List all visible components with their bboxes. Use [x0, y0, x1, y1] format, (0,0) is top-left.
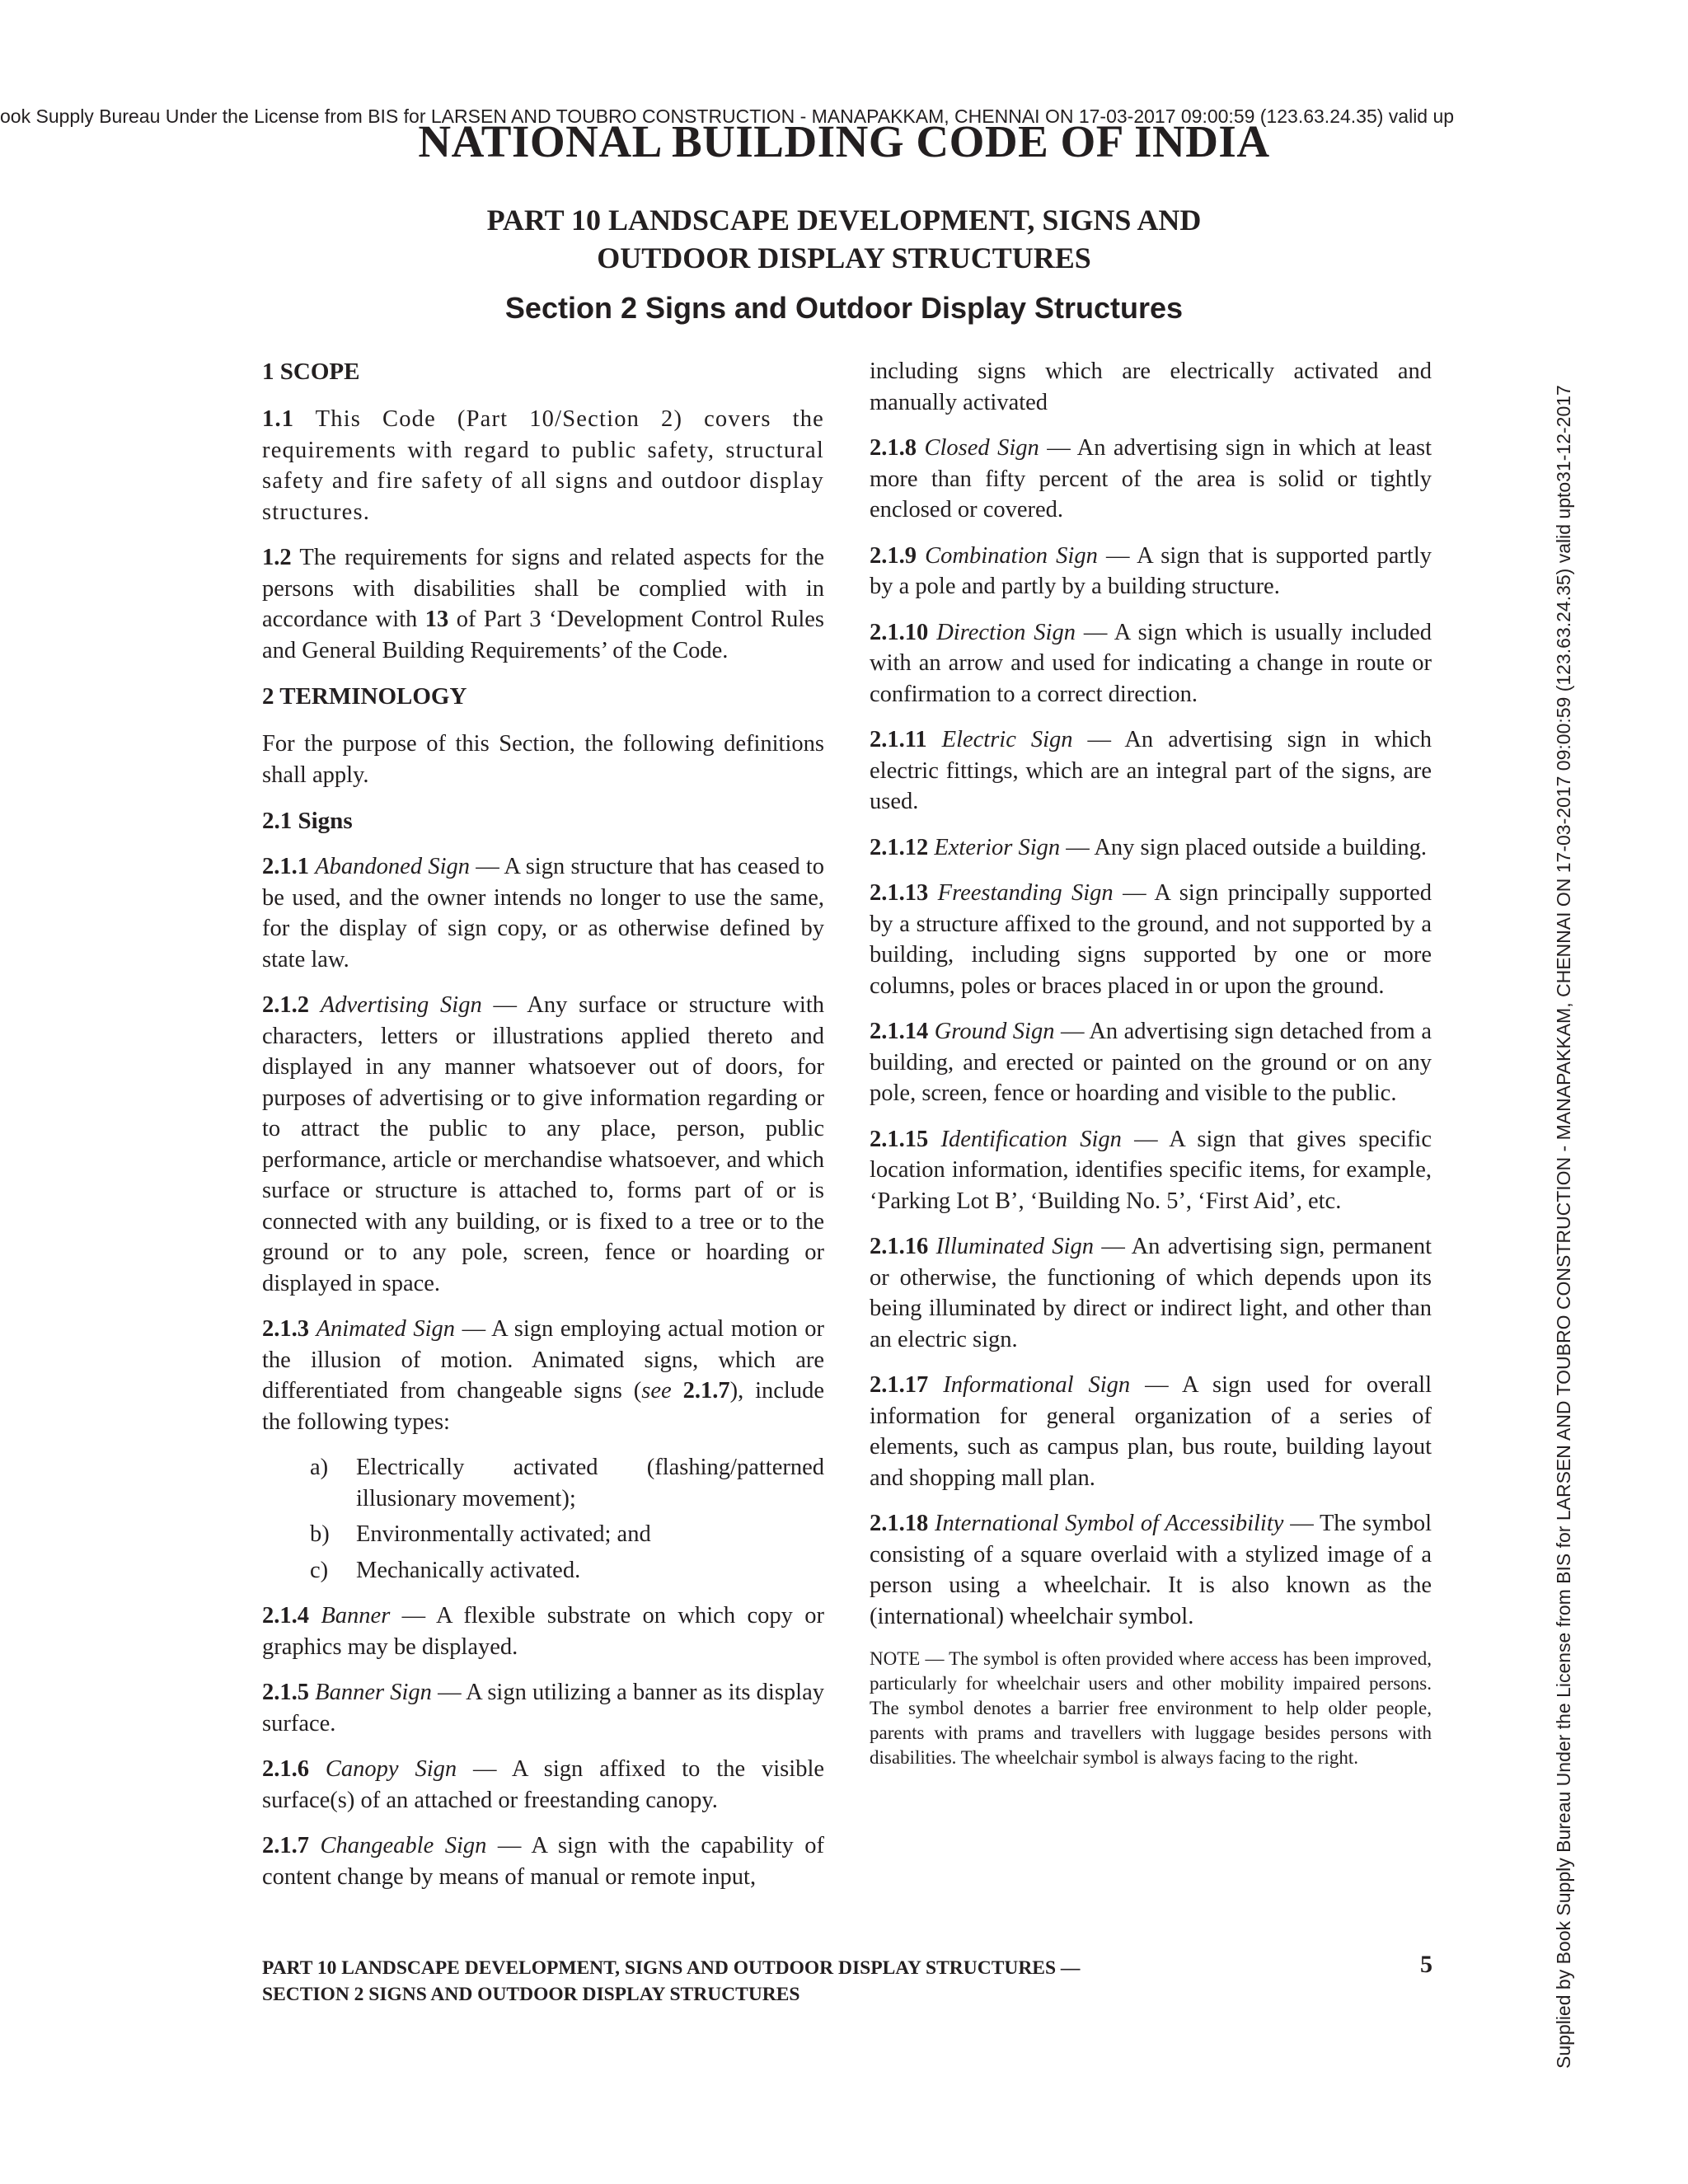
definition-2-1-6 [262, 1754, 824, 1816]
clause-text: The requirements for signs and related aspects for the persons with disabilities shall be complied with in accordance with [262, 545, 824, 632]
clause-number: 2.1.18 [870, 1511, 929, 1536]
definition-text: — An advertising sign detached from a building, and erected or painted on the ground or on any pole, screen, fence or hoarding and visible to the public. [870, 1019, 1432, 1106]
definition-text: — A sign affixed to the visible surface(s) of an attached or freestanding canopy. [262, 1756, 825, 1813]
clause-number: 2.1.13 [870, 880, 929, 906]
definition-2-1-1 [262, 851, 824, 975]
clause-1-2 [262, 542, 824, 666]
definition-2-1-13 [870, 878, 1432, 1001]
definition-text: — A sign that gives specific location information, identifies specific items, for example, ‘Parking Lot B’, ‘Building No. 5’, ‘First Aid’, etc. [870, 1126, 1432, 1214]
defined-term: Abandoned Sign [315, 854, 470, 879]
clause-number: 2.1.15 [870, 1126, 929, 1152]
defined-term: International Symbol of Accessibility [935, 1511, 1284, 1536]
list-item [262, 1519, 824, 1550]
defined-term: Banner Sign [315, 1680, 432, 1705]
defined-term: Advertising Sign [320, 992, 482, 1018]
definition-2-1-16 [870, 1231, 1432, 1355]
defined-term: Electric Sign [941, 727, 1073, 752]
definition-2-1-9 [870, 541, 1432, 602]
definition-2-1-10 [870, 617, 1432, 710]
definition-text: — An advertising sign in which at least more than fifty percent of the area is solid or tightly enclosed or covered. [870, 435, 1432, 523]
defined-term: Exterior Sign [934, 834, 1061, 860]
list-marker: c) [310, 1557, 329, 1583]
clause-number: 2.1.7 [262, 1833, 309, 1858]
definition-2-1-7-continued: including signs which are electrically activated and manually activated [870, 359, 1432, 415]
list-item [262, 1555, 824, 1586]
definition-text: — A sign that is supported partly by a pole and partly by a building structure. [870, 542, 1432, 599]
running-footer [262, 1955, 1432, 2008]
clause-number: 2.1.6 [262, 1756, 309, 1782]
definition-text: — A sign employing actual motion or the illusion of motion. Animated signs, which are differentiated from changeable signs ( [262, 1316, 824, 1404]
clause-number: 2.1.17 [870, 1372, 929, 1398]
clause-reference: 2.1.7 [682, 1378, 730, 1404]
definition-2-1-8 [870, 433, 1432, 526]
definition-text: — A flexible substrate on which copy or graphics may be displayed. [262, 1603, 824, 1660]
part-title-line-1: PART 10 LANDSCAPE DEVELOPMENT, SIGNS AND [486, 204, 1202, 237]
clause-1-1 [262, 404, 824, 527]
definition-text: ), include the following types: [262, 1378, 825, 1435]
defined-term: Informational Sign [943, 1372, 1131, 1398]
defined-term: Animated Sign [316, 1316, 456, 1342]
right-column [870, 356, 1432, 1785]
list-marker: b) [310, 1521, 330, 1547]
clause-text: of Part 3 ‘Development Control Rules and General Building Requirements’ of the Code. [262, 607, 824, 663]
definition-text: — A sign which is usually included with an arrow and used for indicating a change in route or confirmation to a correct direction. [870, 619, 1432, 707]
defined-term: Banner [321, 1603, 391, 1629]
definition-2-1-18 [870, 1508, 1432, 1632]
definition-text: — Any surface or structure with characters, letters or illustrations applied thereto and displayed in any manner whatsoever out of doors, for purposes of advertising or to give information regarding or to attract the public to any place, person, public performance, article or merchandise whatsoever, and which surface or structure is attached to, forms part of or is connected with any building, or is fixed to a tree or to the ground or to any pole, screen, fence or hoarding or displayed in space. [262, 992, 825, 1296]
definition-text: — Any sign placed outside a building. [1060, 834, 1428, 860]
list-text: Mechanically activated. [356, 1557, 581, 1583]
footer-line-2: SECTION 2 SIGNS AND OUTDOOR DISPLAY STRUCTURES [262, 1984, 800, 2005]
definition-2-1-2 [262, 990, 824, 1299]
clause-number: 1.2 [262, 545, 292, 570]
defined-term: Identification Sign [940, 1126, 1122, 1152]
clause-number: 2.1.12 [870, 834, 929, 860]
clause-number: 2.1.9 [870, 542, 917, 569]
definition-text: — A sign used for overall information for general organization of a series of elements, such as campus plan, bus route, building layout and shopping mall plan. [870, 1372, 1432, 1491]
clause-number: 2.1.16 [870, 1234, 929, 1259]
defined-term: Changeable Sign [320, 1833, 487, 1858]
defined-term: Canopy Sign [325, 1756, 457, 1782]
definition-2-1-14 [870, 1016, 1432, 1109]
definition-2-1-7 [262, 1830, 824, 1892]
definition-text: — A sign principally supported by a structure affixed to the ground, and not supported by a building, including signs supported by one or more columns, poles or braces placed in or upon the ground. [870, 880, 1432, 999]
document-title: NATIONAL BUILDING CODE OF INDIA [418, 116, 1270, 166]
defined-term: Direction Sign [936, 619, 1076, 645]
definition-2-1-3 [262, 1314, 824, 1437]
defined-term: Closed Sign [924, 435, 1039, 461]
license-watermark-side: Supplied by Book Supply Bureau Under the License from BIS for LARSEN AND TOUBRO CONSTRUCTION - MANAPAKKAM, CHENNAI ON 17-03-2017 09:00:59 (123.63.24.35) valid upto31-12-2017 [1553, 385, 1574, 2069]
defined-term: Combination Sign [925, 542, 1098, 569]
license-watermark-top: ook Supply Bureau Under the License from BIS for LARSEN AND TOUBRO CONSTRUCTION - MANAPAKKAM, CHENNAI ON 17-03-2017 09:00:59 (123.63.24.35) valid up [0, 105, 1455, 127]
clause-number: 2.1.11 [870, 727, 927, 752]
see-word: see [641, 1378, 672, 1404]
clause-number: 2.1.8 [870, 435, 917, 461]
definition-text: — The symbol consisting of a square overlaid with a stylized image of a person using a wheelchair. It is also known as the (international) wheelchair symbol. [870, 1511, 1432, 1629]
part-title [0, 201, 1688, 277]
definition-text: — A sign utilizing a banner as its display surface. [262, 1680, 824, 1736]
clause-number: 2.1.5 [262, 1680, 309, 1705]
footer-line-1: PART 10 LANDSCAPE DEVELOPMENT, SIGNS AND OUTDOOR DISPLAY STRUCTURES — [262, 1957, 1081, 1979]
section-title: Section 2 Signs and Outdoor Display Structures [504, 291, 1184, 325]
definition-text: — A sign with the capability of content change by means of manual or remote input, [262, 1833, 825, 1890]
definition-2-1-4 [262, 1601, 824, 1662]
left-column [262, 356, 824, 1907]
definition-2-1-15 [870, 1124, 1432, 1217]
clause-number: 2.1.14 [870, 1019, 929, 1044]
list-text: Environmentally activated; and [356, 1521, 651, 1547]
definition-text: — An advertising sign in which electric fittings, which are an integral part of the signs, are used. [870, 727, 1432, 814]
list-text: Electrically activated (flashing/patterned illusionary movement); [356, 1455, 824, 1511]
clause-number: 2.1.4 [262, 1603, 309, 1629]
clause-number: 2.1.1 [262, 854, 309, 879]
note: NOTE — The symbol is often provided where access has been improved, particularly for wheelchair users and other mobility impaired persons. The symbol denotes a barrier free environment to help older people, parents with prams and travellers with luggage besides persons with disabilities. The wheelchair symbol is always facing to the right. [870, 1648, 1432, 1768]
heading-signs: 2.1 Signs [262, 808, 353, 834]
heading-scope: 1 SCOPE [262, 359, 360, 385]
clause-text: This Code (Part 10/Section 2) covers the requirements with regard to public safety, structural safety and fire safety of all signs and outdoor display structures. [262, 406, 824, 525]
clause-number: 2.1.3 [262, 1316, 309, 1342]
clause-number: 2.1.10 [870, 619, 929, 645]
definition-text: — An advertising sign, permanent or otherwise, the functioning of which depends upon its being illuminated by direct or indirect light, and other than an electric sign. [870, 1234, 1432, 1352]
definition-2-1-17 [870, 1370, 1432, 1493]
defined-term: Freestanding Sign [937, 880, 1114, 906]
terminology-intro: For the purpose of this Section, the following definitions shall apply. [262, 731, 824, 788]
clause-number: 2.1.2 [262, 992, 309, 1018]
part-title-line-2: OUTDOOR DISPLAY STRUCTURES [597, 241, 1091, 274]
list-item [262, 1452, 824, 1514]
page-number: 5 [1420, 1951, 1432, 1978]
clause-number: 1.1 [262, 406, 295, 432]
list-marker: a) [310, 1455, 329, 1480]
definition-2-1-11 [870, 724, 1432, 818]
defined-term: Illuminated Sign [935, 1234, 1094, 1259]
definition-2-1-12 [870, 832, 1432, 864]
animated-sign-types [262, 1452, 824, 1586]
clause-reference: 13 [424, 607, 449, 632]
defined-term: Ground Sign [934, 1019, 1055, 1044]
definition-2-1-5 [262, 1677, 824, 1739]
heading-terminology: 2 TERMINOLOGY [262, 683, 467, 710]
definition-text: — A sign structure that has ceased to be used, and the owner intends no longer to use the same, for the display of sign copy, or as otherwise defined by state law. [262, 854, 825, 972]
